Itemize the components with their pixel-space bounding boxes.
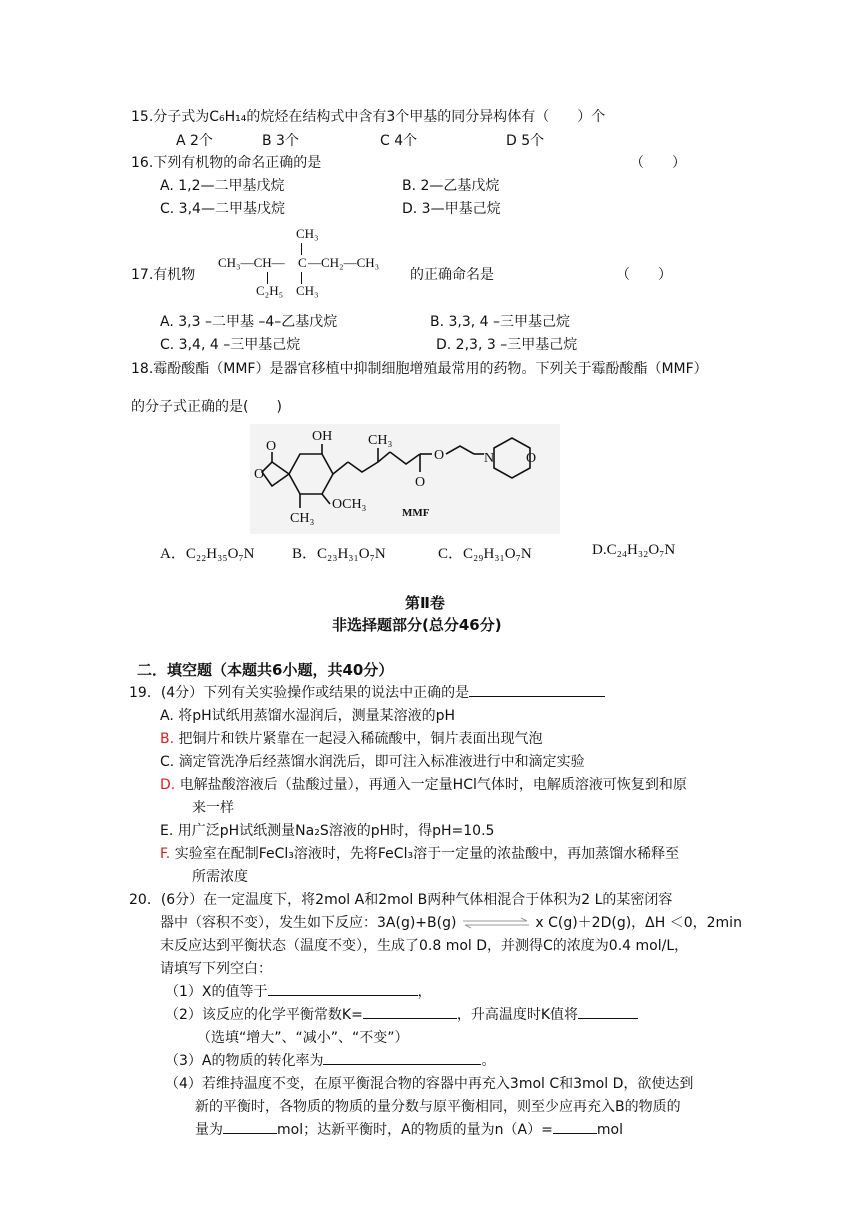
q20-sub4-text-b: mol；达新平衡时，A的物质的量为n（A）= bbox=[277, 1122, 553, 1138]
q19-item-b-letter: B. bbox=[160, 731, 175, 747]
q19-item-e-text: 用广泛pH试纸测量Na₂S溶液的pH时，得pH=10.5 bbox=[177, 823, 495, 839]
mmf-o-ester-label: O bbox=[434, 448, 445, 463]
mmf-o-keto-label: O bbox=[415, 475, 426, 490]
q20-a-amount-blank[interactable] bbox=[553, 1119, 597, 1134]
mmf-o-morph-label: O bbox=[526, 451, 537, 466]
q15-stem: 15.分子式为C₆H₁₄的烷烃在结构式中含有3个甲基的同分异构体有（ ）个 bbox=[131, 109, 606, 125]
q20-sub1 bbox=[165, 981, 432, 1001]
q17-struct-top: CH₃ bbox=[296, 226, 319, 241]
q20-sub4-line2: 新的平衡时，各物质的物质的量分数与原平衡相同，则至少应再充入B的物质的 bbox=[195, 1099, 681, 1115]
q20-line4: 请填写下列空白： bbox=[160, 961, 272, 977]
q17-struct-main-right: —CH₂—CH₃ bbox=[308, 255, 380, 270]
q17-struct-main-c: C bbox=[298, 255, 307, 270]
q17-option-d: D. 2,3, 3 –三甲基己烷 bbox=[436, 337, 578, 353]
q20-sub1-end: ， bbox=[417, 984, 432, 1000]
q20-x-blank[interactable] bbox=[268, 981, 418, 996]
q18-option-d: D.C₂₄H₃₂O₇N bbox=[592, 542, 676, 558]
q19-item-e-letter: E. bbox=[160, 823, 174, 839]
q19-item-d-text: 电解盐酸溶液后（盐酸过量），再通入一定量HCl气体时，电解质溶液可恢复到和原 bbox=[179, 777, 687, 793]
q17-struct-main-left: CH₃—CH— bbox=[218, 255, 285, 270]
q17-structure bbox=[218, 226, 398, 302]
reversible-arrow-icon bbox=[461, 917, 531, 929]
q20-sub2 bbox=[165, 1004, 638, 1024]
q17-answer-paren: （ ） bbox=[616, 267, 672, 283]
q15-option-a: A 2个 bbox=[176, 133, 213, 149]
q20-line1: 20．(6分）在一定温度下，将2mol A和2mol B两种气体相混合于体积为2 L的某密闭容 bbox=[129, 892, 673, 908]
mmf-o-lactone-label: O bbox=[254, 467, 265, 482]
q20-sub4-text-c: mol bbox=[596, 1122, 623, 1138]
q19-item-e bbox=[160, 820, 494, 840]
q20-k-change-blank[interactable] bbox=[578, 1004, 638, 1019]
mmf-ch3-top-label: CH₃ bbox=[368, 433, 393, 448]
q15-option-c: C 4个 bbox=[380, 133, 418, 149]
q17-prefix: 17.有机物 bbox=[131, 267, 196, 283]
q20-sub1-text: （1）X的值等于 bbox=[165, 984, 268, 1000]
q20-conversion-blank[interactable] bbox=[323, 1050, 481, 1065]
q19-answer-blank[interactable] bbox=[469, 682, 605, 697]
q20-k-blank[interactable] bbox=[363, 1004, 457, 1019]
q20-sub3-end: 。 bbox=[481, 1053, 496, 1069]
q16-option-b: B. 2—乙基戊烷 bbox=[402, 178, 500, 194]
q19-item-d-letter: D. bbox=[160, 777, 176, 793]
q17-bond-top bbox=[301, 243, 302, 255]
q16-option-d: D. 3—甲基己烷 bbox=[402, 201, 501, 217]
section-title: 第Ⅱ卷 bbox=[405, 594, 445, 612]
mmf-o-carbonyl-label: O bbox=[266, 439, 277, 454]
q20-sub3-text: （3）A的物质的转化率为 bbox=[165, 1053, 324, 1069]
q18-line2: 的分子式正确的是( ) bbox=[131, 399, 282, 415]
q16-option-a: A. 1,2—二甲基戊烷 bbox=[160, 178, 285, 194]
q18-option-c: C．C₂₉H₃₁O₇N bbox=[438, 546, 532, 562]
q17-struct-bottom-right: CH₃ bbox=[296, 283, 319, 298]
q17-struct-bottom-left: C₂H₅ bbox=[256, 283, 284, 298]
q19-item-a-text: 将pH试纸用蒸馏水湿润后，测量某溶液的pH bbox=[178, 708, 456, 724]
q20-sub4-line3 bbox=[195, 1119, 623, 1139]
q19-item-f-cont: 所需浓度 bbox=[192, 869, 248, 885]
q20-line3: 末反应达到平衡状态（温度不变），生成了0.8 mol D，并测得C的浓度为0.4 mol/L， bbox=[160, 938, 689, 954]
q19-item-f-letter: F. bbox=[160, 846, 171, 862]
q19-item-d bbox=[160, 774, 687, 794]
q17-suffix: 的正确命名是 bbox=[410, 267, 494, 283]
part-heading: 二．填空题（本题共6小题，共40分） bbox=[137, 661, 394, 679]
q19-item-b-text: 把铜片和铁片紧靠在一起浸入稀硫酸中，铜片表面出现气泡 bbox=[178, 731, 543, 747]
q19-item-a bbox=[160, 705, 455, 725]
q20-sub4-text-a: 量为 bbox=[195, 1122, 223, 1138]
q19-item-c-text: 滴定管洗净后经蒸馏水润洗后，即可注入标准液进行中和滴定实验 bbox=[178, 754, 585, 770]
q19-stem-text: 19．(4分）下列有关实验操作或结果的说法中正确的是 bbox=[129, 685, 470, 701]
mmf-structure-image bbox=[250, 424, 560, 534]
q18-option-a: A．C₂₂H₃₅O₇N bbox=[160, 546, 255, 562]
q20-sub3 bbox=[165, 1050, 495, 1070]
q17-option-a: A. 3,3 –二甲基 –4–乙基戊烷 bbox=[160, 314, 338, 330]
q19-item-a-letter: A. bbox=[160, 708, 174, 724]
q17-option-b: B. 3,3, 4 –三甲基己烷 bbox=[430, 314, 571, 330]
q18-line1: 18.霉酚酸酯（MMF）是器官移植中抑制细胞增殖最常用的药物。下列关于霉酚酸酯（MMF） bbox=[131, 361, 708, 377]
q19-item-c bbox=[160, 751, 585, 771]
q20-b-amount-blank[interactable] bbox=[223, 1119, 277, 1134]
q19-stem bbox=[129, 682, 605, 702]
section-subtitle: 非选择题部分(总分46分) bbox=[332, 616, 502, 634]
mmf-oh-label: OH bbox=[312, 429, 333, 444]
q19-item-f bbox=[160, 843, 679, 863]
mmf-n-label: N bbox=[484, 451, 495, 466]
q16-option-c: C. 3,4—二甲基戊烷 bbox=[160, 201, 285, 217]
q19-item-f-text: 实验室在配制FeCl₃溶液时，先将FeCl₃溶于一定量的浓盐酸中，再加蒸馏水稀释至 bbox=[174, 846, 680, 862]
q15-option-d: D 5个 bbox=[506, 133, 545, 149]
q15-option-b: B 3个 bbox=[262, 133, 299, 149]
mmf-ch3-bottom-label: CH₃ bbox=[290, 511, 315, 526]
q20-sub2-hint: （选填“增大”、“减小”、“不变”） bbox=[197, 1030, 409, 1046]
q18-option-b: B．C₂₃H₃₁O₇N bbox=[292, 546, 386, 562]
q20-sub4-line1: （4）若维持温度不变，在原平衡混合物的容器中再充入3mol C和3mol D，欲使达到 bbox=[165, 1076, 694, 1092]
q20-sub2-text-b: ，升高温度时K值将 bbox=[456, 1007, 579, 1023]
q20-line2-a: 器中（容积不变），发生如下反应：3A(g)+B(g) bbox=[160, 915, 457, 931]
q19-item-c-letter: C. bbox=[160, 754, 175, 770]
q19-item-b bbox=[160, 728, 543, 748]
q17-option-c: C. 3,4, 4 –三甲基己烷 bbox=[160, 337, 301, 353]
q20-sub2-text-a: （2）该反应的化学平衡常数K= bbox=[165, 1007, 363, 1023]
mmf-name-label: MMF bbox=[402, 507, 430, 519]
q20-line2-b: x C(g)＋2D(g)，ΔH ＜0，2min bbox=[535, 915, 742, 931]
q16-stem: 16.下列有机物的命名正确的是 bbox=[131, 155, 322, 171]
q20-line2 bbox=[160, 912, 742, 932]
q16-answer-paren: （ ） bbox=[630, 155, 686, 171]
q19-item-d-cont: 来一样 bbox=[192, 800, 234, 816]
mmf-och3-label: OCH₃ bbox=[332, 497, 367, 512]
